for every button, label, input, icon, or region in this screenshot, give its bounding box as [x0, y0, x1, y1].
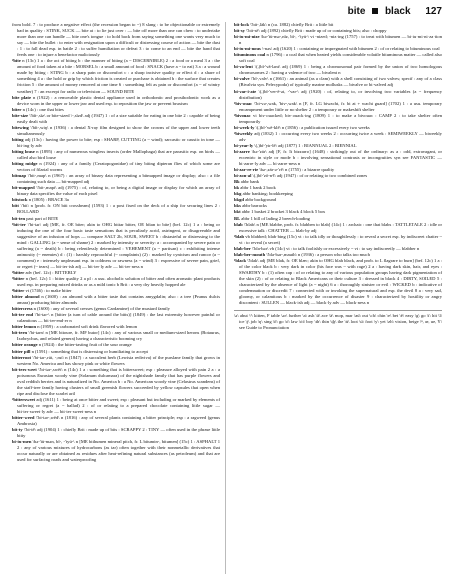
entry-definition: \'bit-,läk\ n (ca. 1882) chiefly Brit : a little bit [250, 22, 334, 27]
dictionary-entry [12, 367, 220, 397]
entry-headword: bkgd [234, 197, 244, 203]
entry-definition: n (1924) : the bitter-tasting fruit of the sour orange [38, 342, 132, 348]
entry-headword: ¹black [234, 257, 247, 263]
dictionary-entry [12, 312, 220, 324]
entry-headword: bit·tern [12, 330, 28, 336]
entry-headword: ⁴bitter [12, 288, 25, 294]
entry-headword: bitter orange [12, 342, 38, 348]
dictionary-entry [12, 276, 220, 288]
entry-definition: \'bi-tər\ adj [ME, fr. OE biter; akin to OHG bittar bitter, OE bītan to bite] (bef. 12c) 1 a : being or inducing the one of the four basic taste sensations that is peculiarly acrid, astringent, or disagreeable and suggestive of an infusion of hops — compare SALT 2b, SOUR, SWEET b : distasteful or distressing to the mind : GALLING (a ~ sense of shame) 2 : marked by intensity or severity: a : accompanied by severe pain or suffering (a ~ death) b : being relentlessly determined : VEHEMENT (a ~ partisan) c : exhibiting intense animosity (~ enemies) d : (1) : harshly reproachful (~ complaints) (2) : marked by cynicism and rancor (a ~ comment) e : intensely unpleasant esp. in coldness or rawness (a ~ wind) 3 : expressive of severe pain, grief, or regret (~ tears) — bit·ter·ish adj — bit·ter·ly adv — bit·ter·ness n [17, 221, 220, 269]
dictionary-entry [12, 222, 220, 270]
entry-definition: n (1922) : a removable plastic dental appliance used in orthodontic and prosthodontic work as a device worn in the upper or lower jaw and used esp. to reposition the jaw or prevent bruxism [17, 94, 221, 106]
dictionary-entry [12, 203, 220, 215]
entry-definition: from bold. 7 : to produce a negative effect (the recession began to ~) 8 slang : to be objectionable or extremely bad in quality : STINK, SUCK — bite at : to lie just over : — bite off more than one can chew : to undertake more than one can handle — bite one's tongue : to hold back from saying something one wants very much to say — bite the bullet : to enter with resignation upon a difficult or distressing course of action — bite the dust : 1 : to fall dead esp. in battle 2 : to suffer humiliation or defeat 3 : to come to an end — bite the hand that feeds one : to injure a benefactor maliciously [12, 22, 220, 58]
entry-definition: \bə-'zär\ adj [F, fr. It bizzarro] (1648) : strikingly out of the ordinary: as a : odd, extravagant, or eccentric in style or mode b : involving sensational contrasts or incongruities syn see FANTASTIC — bi·zarre·ly adv — bi·zarre·ness n [239, 148, 442, 167]
entry-headword: ²bitter [12, 269, 25, 275]
entry-definition: \'bit-sē\ adj (1892) chiefly Brit : made up of or containing bits; also : choppy [246, 28, 387, 34]
entry-headword: ²blab [234, 233, 245, 239]
dictionary-entry [234, 76, 442, 88]
entry-headword: bi·week·ly [234, 124, 255, 130]
dictionary-entry [234, 89, 442, 101]
entry-headword: ³bitter [12, 275, 25, 281]
entry-definition: \'bi-tər-\ n [bitter (a turn of cable around the bitts)] (1849) : the last extremity however painful or calamitous — bit·ter-end·er n [17, 312, 220, 324]
dictionary-entry [234, 101, 442, 113]
dictionary-entry [234, 113, 442, 125]
entry-headword: bitterroot [12, 354, 32, 360]
entry-headword: bi·zarre [234, 148, 250, 154]
entry-definition: vi biv·ouacked; biv·ouack·ing (1809) 1 : to make a bivouac : CAMP 2 : to take shelter often temporarily [239, 112, 443, 124]
entry-definition: \(,)bī-'zō-nᵊl\ adj (1947) : of or relating to two combined zones [252, 173, 368, 179]
entry-definition: \(,)bī-'vā-lənt\ adj (1869) 1 : being a chromosomal pair formed by the union of two homologous chromosomes 2 : having a valence of two — bivalent n [239, 64, 442, 76]
entry-definition: \'bi-tər-,wēd\ n (1816) : any of several plants containing a bitter principle; esp : a ragweed (genus Ambrosia) [17, 415, 220, 427]
entry-headword: bit·ten [12, 215, 26, 221]
entry-definition: adj (1832) 1 : occurring every two weeks 2 : occurring twice a week : SEMIWEEKLY — biweekly adv [239, 130, 442, 142]
entry-definition: n (13c) 1 a : the act of biting b : the manner of biting (a ~ DISCERNIBLE) 2 : a food or a meal 3 a : the amount of food taken at a bite : MORSEL b : a small amount of food : SNACK (have a ~ to eat) 3 a : a wound made by biting : STING b : a sharp pain or discomfort c : a sharp incisive quality or effect d : a share of something 4 a : the hold or grip by which friction is created or purchase is obtained b : the surface that creates friction 5 : the amount of money removed at one time 6 : something felt as pain or discomfort (a ~ of wintry weather) 7 : an excerpt for radio or television — SOUND BITE [17, 58, 220, 94]
entry-definition: \'bla-bər\ vb (14c) vi : to talk foolishly or excessively ~ vt : to say indiscreetly — blabber n [252, 245, 420, 251]
left-column [12, 22, 220, 463]
dictionary-entry [234, 52, 442, 64]
dictionary-entry [12, 137, 220, 149]
entry-definition: \'blak\ adj [ME blak, fr. OE blæc; akin to OHG blah black, and prob. to L flagrare to burn] (bef. 12c) 1 a : of the color black b : very dark in color (his face was ~ with rage) 2 a : having dark skin, hair, and eyes : SWARTHY b : (1) often cap : of or relating to any of various population groups having dark pigmentation of the skin (2) : of or relating to Black Americans or their culture 3 : dressed in black 4 : DIRTY, SOILED 5 : characterized by the absence of light (a ~ night) 6 a : thoroughly sinister or evil : WICKED b : indicative of condemnation or discredit 7 : connected with or invoking the supernatural and esp. the devil 8 a : very sad, gloomy, or calamitous b : marked by the occurrence of disaster 9 : characterized by hostility or angry discontent : SULLEN — black·ish adj — black·ly adv — black·ness n [239, 257, 442, 306]
entry-headword: biter [12, 106, 22, 112]
dictionary-entry [12, 125, 220, 137]
entry-definition: abbr barracks [242, 203, 267, 209]
entry-definition: abbr 1 basket 2 bracket 3 black 4 block 5 box [241, 209, 326, 215]
entry-headword: bkg [234, 191, 242, 197]
entry-headword: bitmap [12, 173, 27, 179]
right-column [234, 22, 442, 331]
dictionary-entry [12, 22, 220, 58]
entry-headword: bitter·weed [12, 415, 35, 421]
dictionary-entry [234, 131, 442, 143]
dictionary-entry [12, 330, 220, 342]
guide-word-right: black [384, 6, 411, 17]
page-number: 127 [425, 6, 442, 17]
entry-definition: vb blabbed; blab·bing (15c) vt : to talk idly or thoughtlessly : to reveal a secret esp. by indiscreet chatter ~ vi : to reveal (a secret) [239, 233, 442, 245]
entry-headword: bi·va·lent [234, 64, 253, 70]
entry-headword: bi·var·i·ate [234, 88, 257, 94]
dictionary-entry [12, 149, 220, 161]
entry-definition: \bə-'tü-mən, bī-, -'tyü-\ n [ME bithumen mineral pitch, fr. L bitumin-, bitumen] (15c) 1 : ASPHALT 1 2 : any of various mixtures of hydrocarbons (as tar) often together with their nonmetallic derivatives that occur naturally or are obtained as residues after heat-refining natural substances (as petroleum) and that are used for surfacing roads and waterproofing [17, 439, 220, 463]
entry-headword: bit·lock [234, 22, 250, 27]
entry-headword: bittercress [12, 306, 33, 312]
entry-definition: n (1600) : any of several cresses (genus Cardamine) of the mustard family [33, 306, 170, 312]
dictionary-entry [234, 234, 442, 246]
entry-headword: bitewing [12, 124, 29, 130]
entry-headword: bks [234, 203, 241, 209]
dictionary-entry [12, 113, 220, 125]
entry-definition: \'bīt-,wiŋ\ n (1936) : a dental X-ray film designed to show the crowns of the upper and lower teeth simultaneously [17, 124, 221, 136]
entry-headword: bit·ters·weet [12, 366, 37, 372]
dictionary-entry [12, 58, 220, 94]
entry-definition: \'bla-bər-,mauth\ n (1936) : a person who talks too much [266, 251, 370, 257]
entry-definition: abbr bank [240, 179, 260, 185]
entry-definition: \bə-'tü-mə-,nīz, bī-, -'tyü-\ vt -nized; -niz·ing (1757) : to treat with bitumen — bi·tu·mi·ni·za·tion n [239, 34, 442, 46]
entry-definition: \'bi-tē\ adj (1904) 1 : chiefly Brit : made up of bits : SCRAPPY 2 : TINY — often used in the phrase little bitty [17, 427, 220, 439]
entry-headword: bi·tu·mi·nize [234, 34, 260, 40]
dictionary-entry [234, 222, 442, 234]
entry-headword: ²bittersweet [12, 396, 36, 402]
entry-definition: \'bit-,mapt\ adj (1975) : of, relating to, or being a digital image or display for which an array of binary data specifies the value of each pixel [17, 185, 220, 197]
entry-headword: bitter pill [12, 348, 31, 354]
dictionary-entry [12, 415, 220, 427]
entry-definition: n (1591) : something that is distressing or humiliating to accept [31, 348, 148, 354]
entry-definition: n (1959) : a carbonated soft drink flavored with lemon [37, 324, 138, 330]
entry-definition: \(,)bī-'yir-lē\ adj (1877) 1 : BIANNUAL 2 : BIENNIAL [254, 142, 357, 148]
entry-definition: \'bīt-,sīz\ or bite-sized \-,sīzd\ adj (1947) 1 : of a size suitable for eating in one bite 2 : capable of being easily dealt with [17, 112, 220, 124]
entry-headword: bi·year·ly [234, 142, 254, 148]
entry-headword: bi·valve [234, 76, 250, 82]
entry-definition: n (14c) : one that bites [22, 106, 64, 112]
entry-headword: bite plate [12, 94, 32, 100]
entry-headword: bite-size [12, 112, 29, 118]
entry-definition: adv (bef. 12c) : BITTERLY [25, 269, 77, 275]
dictionary-entry [12, 161, 220, 173]
entry-definition: \'bit\ n [prob. fr. ON biti crossbeam] (1593) 1 : a post fixed on the deck of a ship for securing lines 2 : BOLLARD [17, 203, 220, 215]
entry-headword: blab [234, 221, 243, 227]
entry-headword: ²biweekly [234, 130, 253, 136]
entry-definition: n (1796) : a coal that when heated yields considerable volatile bituminous matter — called also soft coal [239, 52, 442, 64]
entry-definition: \'bi-tər-,swēt\ n (14c) 1 a : something that is bittersweet; esp : pleasure alloyed with pain 2 a : a poisonous Eurasian woody vine (Solanum dulcamara) of the nightshade family that has purple flowers and oval reddish berries and is naturalized in No. America b : a No. American woody vine (Celastrus scandens) of the staff-tree family having clusters of small greenish flowers succeeded by yellow capsules that open when ripe and disclose the scarlet aril [17, 366, 220, 396]
entry-headword: bit·sy [234, 28, 245, 34]
entry-definition: \-nəs\ adj (1620) 1 : containing or impregnated with bitumen 2 : of or relating to bituminous coal [261, 46, 440, 52]
entry-headword: bitt [12, 203, 19, 209]
entry-headword: bi·zar·re·rie [234, 167, 259, 173]
entry-definition: \'bi-və-,wak, 'biv-,wak\ n [F, fr. LG biwacht, fr. bi at + wacht guard] (1702) 1 : a usu. temporary encampment under little or no shelter 2 : a temporary or makeshift shelter [239, 100, 442, 112]
entry-headword: bitter almond [12, 294, 40, 300]
entry-headword: bi·zon·al [234, 173, 252, 179]
dictionary-entry [12, 294, 220, 306]
entry-definition: \'bī-,valv\ n (1661) : an animal (as a clam) with a shell consisting of two valves; specif : any of a class (Bivalvia syn. Pelecypoda) of typically marine mollusks — bivalve or bi·valved adj [239, 76, 442, 88]
entry-headword: bi·tu·mi·nous [234, 46, 261, 52]
entry-definition: \'bi-tərn\ n [ME bitoure, fr. MF butor] (14c) : any of various small or medium-sized herons (Botaurus, Ixobrychus, and related genera) having a characteristic booming cry [17, 330, 220, 342]
entry-definition: vt (1746) : to make bitter [25, 288, 72, 294]
dictionary-entry [234, 149, 442, 167]
entry-headword: bitter lemon [12, 324, 37, 330]
entry-headword: bitstock [12, 197, 28, 203]
entry-definition: n (1600) : an almond with a bitter taste that contains amygdalin; also : a tree (Prunus dulcis amara) producing bitter almonds [17, 294, 220, 306]
dictionary-entry [234, 258, 442, 306]
column-divider [225, 22, 226, 574]
entry-headword: ¹bit·ter [12, 221, 26, 227]
entry-definition: \'bit-,map\ n (1967) : an array of binary data representing a bitmapped image or display; also : a file containing such data — bit-mapped adj [17, 173, 220, 185]
dictionary-entry [12, 397, 220, 415]
entry-headword: bkt [234, 209, 241, 215]
entry-definition: \bə-,zär-ə-'rē\ n (1755) : a bizarre quality [259, 167, 335, 173]
entry-definition: n (1895) : any of numerous wingless insects (order Mallophaga) that are parasitic esp. on birds — called also bird louse [17, 148, 220, 161]
entry-headword: bit·ter end [12, 312, 34, 318]
entry-definition: n (bef. 12c) 1 : bitter quality 2 a pl : a usu. alcoholic solution of bitter and often aromatic plant products used esp. in preparing mixed drinks or as a mild tonic b Brit : a very dry heavily hopped ale [17, 275, 220, 288]
entry-headword: ²bite [12, 58, 21, 64]
dictionary-entry [12, 95, 220, 107]
pronunciation-key: \ə\ abut \ᵊ\ kitten, F table \ər\ further \a\ ash \ā\ ace \ä\ mop, mar \au̇\ out \ch\ chin \e\ bet \ē\ easy \g\ go \i\ hit \ī\ ice \j\ job \ŋ\ sing \ō\ go \ȯ\ law \ȯi\ boy \th\ thin \t͟h\ the \ü\ loot \u̇\ foot \y\ yet \zh\ vision, beige \ⁿ, œ, ue, Y\ see Guide to Pronunciation [234, 310, 442, 331]
entry-headword: bi·tu·men [12, 439, 32, 445]
dictionary-entry [12, 427, 220, 439]
entry-headword: biting [12, 136, 24, 142]
entry-headword: bk [234, 185, 240, 191]
entry-headword: bit-mapped [12, 185, 35, 191]
dictionary-entry [12, 185, 220, 197]
entry-definition: abbr banking; bookkeeping [242, 191, 293, 197]
dictionary-entry [12, 355, 220, 367]
dictionary-entry [234, 64, 442, 76]
entry-definition: \(,)bī-'wē-klē\ n (1856) : a publication issued every two weeks [255, 124, 370, 130]
entry-headword: ¹biv·ouac [234, 100, 253, 106]
entry-definition: \'blab\ n [ME blabbe, prob. fr. blabben to blab] (14c) 1 : archaic : one that blabs : TATTLETALE 2 : idle or excessive talk : CHATTER — blab·by adj [239, 221, 443, 233]
entry-definition: \(,)bī-'ver-ē-ət, -'var-\ adj (1920) : of, relating to, or involving two variables (a ~ frequency distribution) [239, 88, 442, 100]
entry-definition: abbr background [245, 197, 277, 203]
entry-headword: blab·ber·mouth [234, 251, 266, 257]
entry-definition: abbr 1 bank 2 book [240, 185, 276, 191]
guide-word-left: bite [347, 6, 366, 17]
entry-definition: n (1805) : BRACE 3a [28, 197, 69, 203]
entry-headword: blab·ber [234, 245, 251, 251]
page-header [348, 6, 442, 17]
dictionary-entry [12, 173, 220, 185]
separator-square-icon [372, 8, 378, 14]
entry-headword: bituminous coal [234, 52, 266, 58]
dictionary-entry [12, 439, 220, 463]
entry-headword: biting midge [12, 161, 38, 167]
entry-definition: abbr 1 bill of lading 2 breech-loading [241, 215, 310, 221]
entry-definition: adj (13c) : having the power to bite; esp : SHARP, CUTTING (a ~ wind); sarcastic or caustic in tone — bit·ing·ly adv [17, 136, 220, 148]
dictionary-entry [234, 34, 442, 46]
entry-definition: \'bi-tər-,rüt, -,rut\ n (1847) : a succulent herb (Lewisia rediviva) of the purslane family that grows in western No. America and has showy pink or white flowers [17, 354, 220, 366]
entry-headword: Bk [234, 179, 240, 185]
entry-headword: BL [234, 215, 241, 221]
entry-headword: biting louse [12, 148, 35, 154]
entry-headword: bit·ty [12, 427, 23, 433]
entry-definition: n (1924) : any of a family (Ceratopogonidae) of tiny biting dipteran flies of which some are vectors of filarial worms [17, 161, 220, 173]
entry-definition: adj (1611) 1 : being at once bitter and sweet; esp : pleasant but including or marked by elements of suffering or regret (a ~ ballad) 2 : of or relating to a prepared chocolate containing little sugar — bit·ter·sweet·ly adv — bit·ter·sweet·ness n [17, 396, 221, 414]
entry-definition: past part of BITE [26, 215, 59, 221]
entry-headword: ²bivouac [234, 112, 251, 118]
